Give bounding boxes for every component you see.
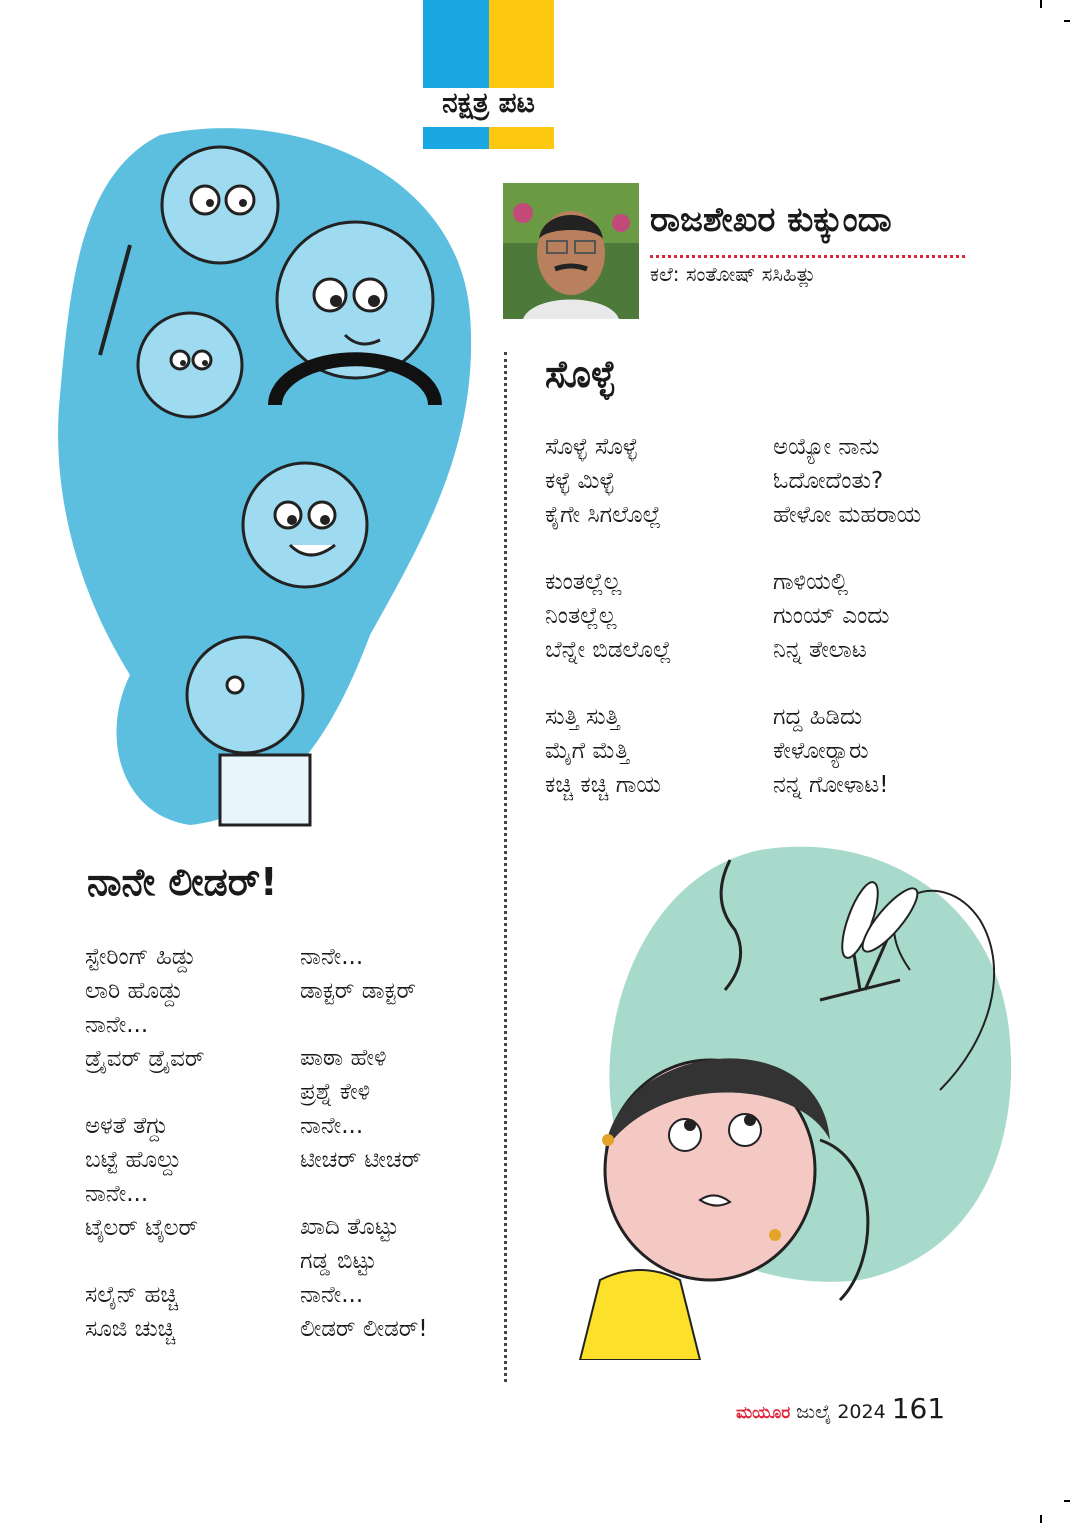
poem-line: ಕುಂತಲ್ಲೆಲ್ಲ (545, 569, 622, 595)
header-yellow-block (489, 0, 554, 88)
poem-line: ಸ್ಟೇರಿಂಗ್ ಹಿಡ್ದು (85, 944, 196, 970)
page-number: 161 (891, 1392, 946, 1425)
poem-line: ಸುತ್ತಿ ಸುತ್ತಿ (545, 704, 620, 730)
header-yellow-strip (489, 127, 554, 149)
poem-line: ನನ್ನ ಗೋಳಾಟ! (773, 772, 889, 798)
poem-line: ಬಟ್ಟೆ ಹೊಲ್ದು (85, 1147, 182, 1173)
poem-line: ಗಡ್ಡ ಬಿಟ್ಟು (300, 1248, 377, 1274)
poem-line: ಲಾರಿ ಹೊಡ್ದು (85, 978, 184, 1004)
poem-line: ನಾನೇ... (300, 1113, 364, 1139)
poem-line: ಖಾದಿ ತೊಟ್ಟು (300, 1214, 399, 1240)
header-blue-block (423, 0, 489, 88)
author-name: ರಾಜಶೇಖರ ಕುಕ್ಕುಂದಾ (650, 200, 892, 240)
poem-line: ಡ್ರೈವರ್ ಡ್ರೈವರ್ (85, 1046, 205, 1072)
stanza-gap (85, 1076, 204, 1109)
poem-line: ನಿಂತಲ್ಲೆಲ್ಲ (545, 603, 617, 629)
crop-mark (1040, 0, 1042, 8)
poem-line: ಕೈಗೇ ಸಿಗಲೊಲ್ಲೆ (545, 502, 662, 528)
column-divider (504, 352, 507, 1382)
poem-column-right (300, 940, 428, 1346)
poem-line: ನಾನೇ... (85, 1012, 149, 1038)
poem-line: ಗಾಳಿಯಲ್ಲಿ (773, 569, 849, 595)
poem-line: ಓದೋದೆಂತು? (773, 468, 884, 494)
poem-line: ಸೊಳ್ಳೆ ಸೊಳ್ಳೆ (545, 434, 638, 460)
author-divider (650, 255, 965, 258)
girl-mosquito-illustration (560, 840, 1030, 1360)
poem-line: ನಾನೇ... (85, 1181, 149, 1207)
crop-mark (1064, 20, 1070, 22)
poem-column-right (773, 430, 921, 802)
poem-line: ಹೇಳೋ ಮಹರಾಯ (773, 502, 922, 528)
poem-line: ಪ್ರಶ್ನೆ ಕೇಳಿ (300, 1079, 371, 1105)
poem-line: ಅಳತೆ ತೆಗ್ದು (85, 1113, 169, 1139)
stanza-gap (300, 1177, 428, 1210)
poem-line: ಬೆನ್ನೇ ಬಿಡಲೊಲ್ಲೆ (545, 637, 672, 663)
poem-title: ನಾನೇ ಲೀಡರ್! (87, 860, 278, 904)
poem-line: ಲೀಡರ್ ಲೀಡರ್! (300, 1316, 428, 1342)
poem-line: ನಿನ್ನ ತೇಲಾಟ (773, 637, 867, 663)
page-footer (736, 1392, 945, 1425)
poem-line: ಟೀಚರ್ ಟೀಚರ್ (300, 1147, 422, 1173)
stanza-gap (545, 532, 672, 565)
poem-line: ಪಾಠಾ ಹೇಳಿ (300, 1045, 387, 1071)
illustration-credit: ಕಲೆ: ಸಂತೋಷ್ ಸಸಿಹಿತ್ಲು (650, 262, 817, 286)
poem-line: ಮೈಗೆ ಮೆತ್ತಿ (545, 738, 630, 764)
stanza-gap (773, 667, 921, 700)
kids-illustration (40, 115, 490, 835)
issue-date: ಜುಲೈ 2024 (796, 1401, 886, 1423)
stanza-gap (545, 667, 672, 700)
crop-mark (1040, 1515, 1042, 1523)
poem-line: ಟೈಲರ್ ಟೈಲರ್ (85, 1215, 199, 1241)
poem-line: ಸೂಜಿ ಚುಚ್ಚಿ (85, 1316, 176, 1342)
poem-line: ಅಯ್ಯೋ ನಾನು (773, 434, 880, 460)
section-title: ನಕ್ಷತ್ರ ಪಟ (442, 86, 535, 119)
poem-column-left (545, 430, 672, 802)
poem-line: ನಾನೇ... (300, 944, 364, 970)
stanza-gap (300, 1008, 428, 1041)
crop-mark (1064, 1500, 1070, 1502)
magazine-logo: ಮಯೂರ (736, 1403, 791, 1423)
poem-line: ಕಚ್ಚಿ ಕಚ್ಚಿ ಗಾಯ (545, 772, 661, 798)
poem-line: ಡಾಕ್ಟರ್ ಡಾಕ್ಟರ್ (300, 978, 417, 1004)
author-photo (503, 183, 639, 319)
poem-column-left (85, 940, 204, 1346)
stanza-gap (85, 1245, 204, 1278)
poem-line: ಗದ್ದ ಹಿಡಿದು (773, 704, 863, 730)
stanza-gap (773, 532, 921, 565)
poem-title: ಸೊಳ್ಳೆ (545, 352, 616, 396)
poem-line: ಗುಂಯ್ ಎಂದು (773, 603, 890, 629)
poem-line: ಸಲೈನ್ ಹಚ್ಚಿ (85, 1282, 179, 1308)
poem-line: ನಾನೇ... (300, 1282, 364, 1308)
poem-line: ಕಳ್ಳೆ ಮಿಳ್ಳೆ (545, 468, 615, 494)
poem-line: ಕೇಳೋರ್‍ಯಾರು (773, 738, 869, 764)
